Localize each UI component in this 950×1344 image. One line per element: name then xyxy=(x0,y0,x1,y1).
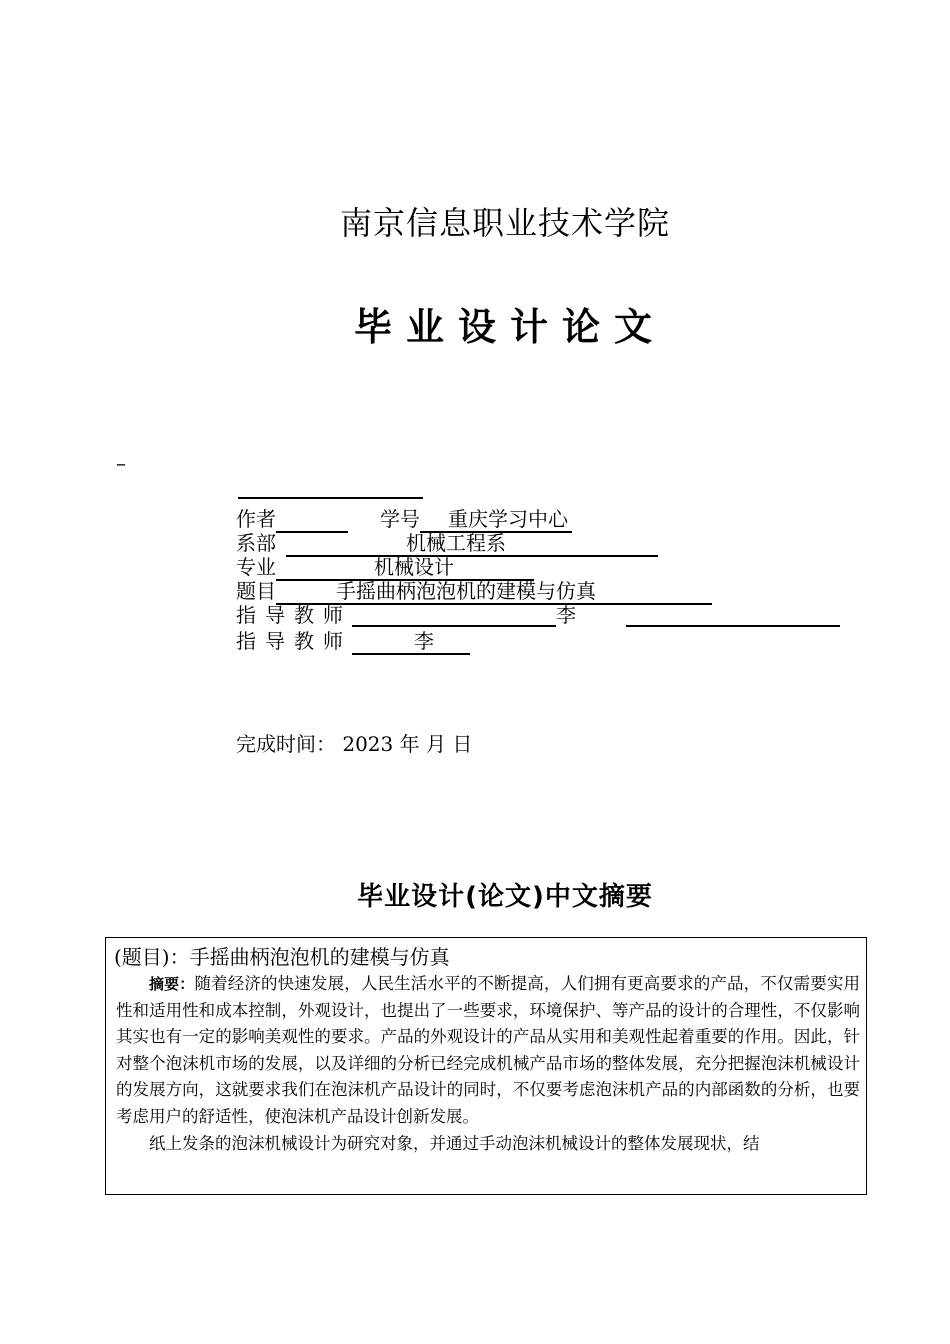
topic-value: 手摇曲柄泡泡机的建模与仿真 xyxy=(276,579,712,605)
school-name: 南京信息职业技术学院 xyxy=(339,204,670,242)
abstract-keyword: 摘要： xyxy=(149,975,195,993)
department-value: 机械工程系 xyxy=(286,531,658,557)
completion-label: 完成时间： xyxy=(236,732,336,756)
major-value: 机械设计 xyxy=(276,555,534,581)
advisor-row-1 xyxy=(236,603,840,627)
topic-label: 题目 xyxy=(236,579,276,603)
advisor1-line-left xyxy=(352,603,556,627)
advisor2-label: 指导教师 xyxy=(236,629,352,653)
student-no-label: 学号 xyxy=(380,507,420,531)
major-label: 专业 xyxy=(236,555,276,579)
divider-line xyxy=(238,497,423,499)
major-row xyxy=(236,555,534,581)
abstract-box xyxy=(105,937,867,1195)
abstract-body xyxy=(116,971,860,1157)
advisor2-value: 李 xyxy=(352,629,470,655)
author-row xyxy=(236,507,572,533)
abstract-paragraph-1 xyxy=(116,971,860,1131)
department-label: 系部 xyxy=(236,531,276,555)
student-no-value: 重庆学习中心 xyxy=(420,507,572,533)
completion-year-unit: 年 xyxy=(399,732,420,756)
department-row xyxy=(236,531,658,557)
completion-date xyxy=(236,728,472,757)
document-title: 毕业设计论文 xyxy=(353,305,666,349)
author-label: 作者 xyxy=(236,507,276,531)
advisor1-label: 指导教师 xyxy=(236,603,352,627)
advisor1-line-right xyxy=(626,603,840,627)
advisor-row-2 xyxy=(236,629,470,655)
abstract-paragraph-2: 纸上发条的泡沫机械设计为研究对象，并通过手动泡沫机械设计的整体发展现状，结 xyxy=(149,1133,760,1153)
stray-mark: – xyxy=(116,451,126,475)
completion-day-unit: 日 xyxy=(452,732,473,756)
author-value xyxy=(276,509,348,533)
abstract-title: 毕业设计(论文)中文摘要 xyxy=(357,882,653,912)
completion-year: 2023 xyxy=(342,732,394,756)
advisor1-value: 李 xyxy=(556,603,576,627)
abstract-topic: (题目)：手摇曲柄泡泡机的建模与仿真 xyxy=(114,945,450,969)
completion-month-unit: 月 xyxy=(425,732,446,756)
abstract-paragraph-1-text: 随着经济的快速发展，人民生活水平的不断提高，人们拥有更高要求的产品，不仅需要实用性和适用性和成本控制，外观设计，也提出了一些要求，环境保护、等产品的设计的合理性，不仅影响其实也有一定的影响美观性的要求。产品的外观设计的产品从实用和美观性起着重要的作用。因此，针对整个泡沫机市场的发展，以及详细的分析已经完成机械产品市场的整体发展，充分把握泡沫机械设计的发展方向，这就要求我们在泡沫机产品设计的同时，不仅要考虑泡沫机产品的内部函数的分析，也要考虑用户的舒适性，使泡沫机产品设计创新发展。 xyxy=(116,974,860,1126)
topic-row xyxy=(236,579,712,605)
